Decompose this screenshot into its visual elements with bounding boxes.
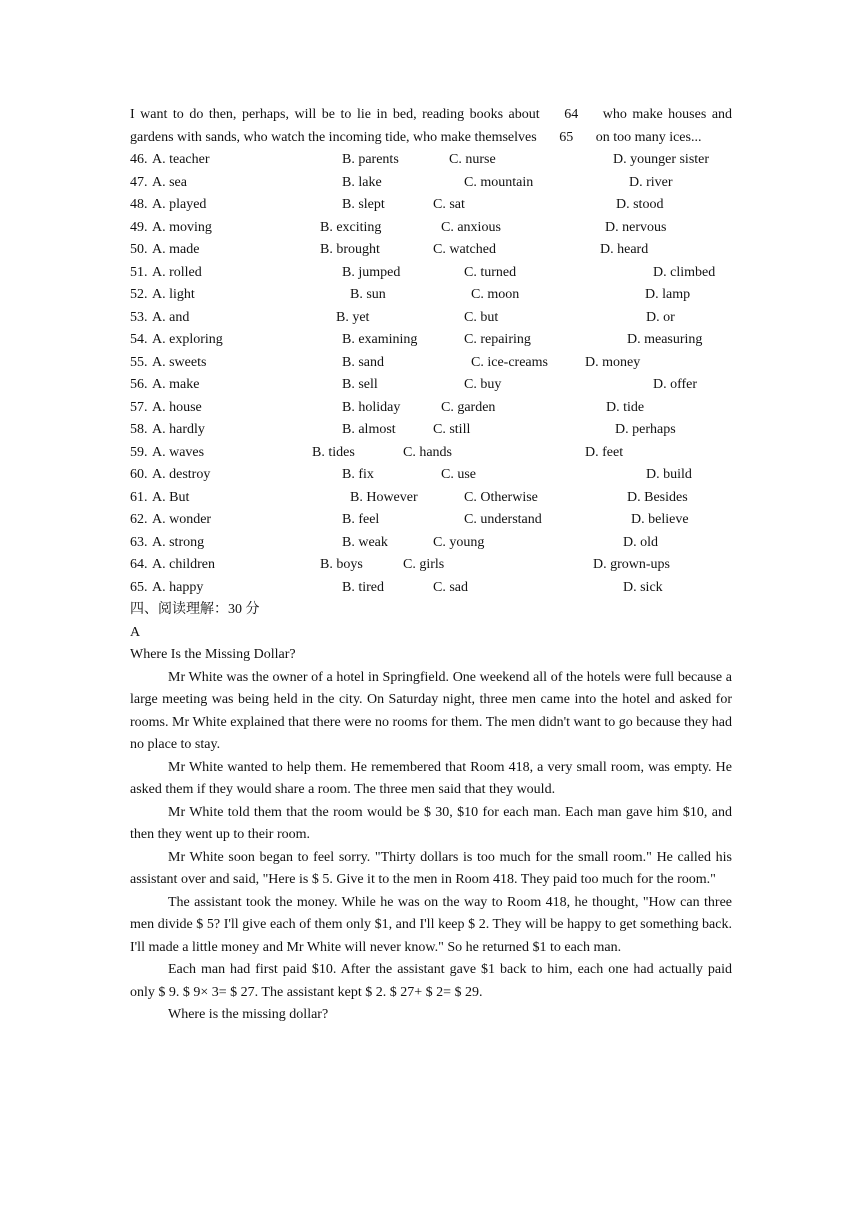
option-b: B. feel (342, 512, 380, 527)
question-number: 56. (130, 377, 148, 392)
option-c: C. Otherwise (464, 489, 538, 505)
question-number: 64. (130, 557, 148, 572)
question-number: 46. (130, 152, 148, 167)
option-a: A. rolled (152, 264, 202, 280)
option-row-53 (130, 307, 732, 330)
option-d: D. river (629, 174, 673, 190)
option-a: A. make (152, 377, 200, 392)
option-a: A. waves (152, 444, 205, 460)
option-d: D. grown-ups (593, 557, 670, 572)
option-c: C. anxious (441, 219, 501, 235)
option-row-65 (130, 577, 732, 600)
options-list (130, 149, 732, 599)
option-a: A. light (152, 287, 195, 302)
option-a: A. sea (152, 174, 187, 190)
option-a: A. destroy (152, 467, 211, 482)
question-number: 51. (130, 264, 148, 280)
passage-paragraph: Each man had first paid $10. After the assistant gave $1 back to him, each one had actually paid only $ 9. $ 9× 3= $ 27. The assistant kept $ 2. $ 27+ $ 2= $ 29. (130, 962, 732, 1000)
option-a: A. happy (152, 579, 204, 595)
question-number: 49. (130, 219, 148, 235)
question-number: 65. (130, 579, 148, 595)
option-d: D. build (646, 467, 692, 482)
option-a: A. wonder (152, 512, 212, 527)
option-row-63 (130, 532, 732, 555)
option-a: A. sweets (152, 354, 207, 370)
section-heading: 四、阅读理解：30 分 (130, 602, 260, 617)
option-c: C. nurse (449, 152, 496, 167)
option-d: D. lamp (645, 287, 691, 302)
option-d: D. stood (616, 197, 664, 212)
option-b: B. parents (342, 152, 399, 167)
option-b: B. holiday (342, 399, 401, 415)
option-a: A. and (152, 309, 190, 325)
option-row-60 (130, 464, 732, 487)
option-row-51 (130, 262, 732, 285)
option-c: C. young (433, 534, 485, 550)
option-b: B. sell (342, 377, 378, 392)
option-c: C. mountain (464, 174, 534, 190)
option-b: B. tired (342, 579, 384, 595)
question-number: 57. (130, 399, 148, 415)
option-d: D. perhaps (615, 422, 676, 437)
option-row-48 (130, 194, 732, 217)
option-c: C. ice-creams (471, 354, 548, 370)
option-a: A. teacher (152, 152, 210, 167)
option-d: D. believe (631, 512, 689, 527)
option-b: B. examining (342, 332, 418, 347)
option-d: D. or (646, 309, 675, 325)
option-c: C. sat (433, 197, 465, 212)
passage-paragraph: Mr White soon began to feel sorry. "Thirty dollars is too much for the small room." He called his assistant over and said, "Here is $ 5. Give it to the men in Room 418. They paid too much for the room." (130, 849, 732, 887)
option-b: B. jumped (342, 264, 401, 280)
option-d: D. younger sister (613, 152, 710, 167)
passage-label: A (130, 624, 141, 640)
option-b: B. sun (350, 287, 386, 302)
blank-65: 65 (559, 129, 574, 145)
intro-text-2b: on too (595, 129, 632, 145)
cloze-intro (130, 104, 732, 149)
option-b: B. slept (342, 197, 385, 212)
question-number: 50. (130, 242, 148, 257)
option-d: D. nervous (605, 219, 667, 235)
option-a: A. house (152, 399, 202, 415)
question-number: 59. (130, 444, 148, 460)
option-a: A. played (152, 197, 207, 212)
option-c: C. repairing (464, 332, 531, 347)
option-a: A. exploring (152, 332, 223, 347)
blank-64: 64 (564, 107, 579, 122)
intro-text-3: many ices... (634, 129, 702, 145)
option-row-47 (130, 172, 732, 195)
option-c: C. hands (403, 444, 452, 460)
option-a: A. made (152, 242, 200, 257)
option-d: D. old (623, 534, 658, 550)
option-c: C. girls (403, 557, 445, 572)
option-b: B. almost (342, 422, 396, 437)
option-b: B. fix (342, 467, 374, 482)
option-d: D. sick (623, 579, 663, 595)
option-a: A. moving (152, 219, 212, 235)
question-number: 47. (130, 174, 148, 190)
option-b: B. weak (342, 534, 388, 550)
passage-paragraph: The assistant took the money. While he was on the way to Room 418, he thought, "How can three men divide $ 5? I'll give each of them only $1, and I'll keep $ 2. They will be happy to get something back. I'll made a little money and Mr White will never know." So he returned $1 to each man. (130, 894, 732, 955)
intro-text-1b: who make houses (602, 107, 707, 122)
option-row-49 (130, 217, 732, 240)
passage-paragraph: Mr White was the owner of a hotel in Springfield. One weekend all of the hotels were full because a large meeting was being held in the city. On Saturday night, three men came into the hotel and asked for rooms. Mr White explained that there were no rooms for them. The men didn't want to go because they had no place to stay. (130, 669, 732, 752)
option-c: C. turned (464, 264, 517, 280)
option-c: C. use (441, 467, 476, 482)
question-number: 61. (130, 489, 148, 505)
question-number: 55. (130, 354, 148, 370)
option-a: A. strong (152, 534, 205, 550)
option-b: B. brought (320, 242, 380, 257)
option-c: C. buy (464, 377, 502, 392)
option-d: D. heard (600, 242, 649, 257)
option-d: D. feet (585, 444, 624, 460)
option-d: D. money (585, 354, 641, 370)
option-row-56 (130, 374, 732, 397)
option-d: D. Besides (627, 489, 688, 505)
option-c: C. still (433, 422, 471, 437)
intro-text-1a: I want to do then, perhaps, will be to lie in bed, reading books about (130, 107, 540, 122)
passage-paragraph: Mr White told them that the room would be $ 30, $10 for each man. Each man gave him $10, and then they went up to their room. (130, 804, 732, 842)
option-row-54 (130, 329, 732, 352)
option-d: D. measuring (627, 332, 703, 347)
option-b: B. However (350, 489, 418, 505)
option-b: B. tides (312, 444, 355, 460)
option-d: D. climbed (653, 264, 716, 280)
option-c: C. understand (464, 512, 542, 527)
option-row-46 (130, 149, 732, 172)
option-row-61 (130, 487, 732, 510)
option-row-55 (130, 352, 732, 375)
question-number: 60. (130, 467, 148, 482)
question-number: 62. (130, 512, 148, 527)
question-number: 63. (130, 534, 148, 550)
option-d: D. tide (606, 399, 645, 415)
question-number: 53. (130, 309, 148, 325)
option-row-59 (130, 442, 732, 465)
option-row-50 (130, 239, 732, 262)
option-c: C. moon (471, 287, 520, 302)
option-row-57 (130, 397, 732, 420)
option-a: A. children (152, 557, 215, 572)
option-d: D. offer (653, 377, 698, 392)
passage-title: Where Is the Missing Dollar? (130, 647, 296, 662)
option-row-52 (130, 284, 732, 307)
passage-paragraph: Mr White wanted to help them. He remembered that Room 418, a very small room, was empty. He asked them if they would share a room. The three men said that they would. (130, 759, 732, 797)
option-b: B. sand (342, 354, 384, 370)
question-number: 58. (130, 422, 148, 437)
option-a: A. hardly (152, 422, 205, 437)
option-c: C. sad (433, 579, 468, 595)
question-number: 54. (130, 332, 148, 347)
option-c: C. garden (441, 399, 496, 415)
intro-text-2a: and gardens with sands, who watch the incoming tide, who make themselves (130, 107, 733, 145)
document-page (130, 104, 732, 1027)
option-c: C. but (464, 309, 499, 325)
option-c: C. watched (433, 242, 496, 257)
question-number: 48. (130, 197, 148, 212)
option-row-58 (130, 419, 732, 442)
option-b: B. exciting (320, 219, 382, 235)
option-b: B. yet (336, 309, 370, 325)
option-b: B. lake (342, 174, 382, 190)
option-b: B. boys (320, 557, 363, 572)
passage-question: Where is the missing dollar? (168, 1007, 329, 1022)
option-row-64 (130, 554, 732, 577)
option-a: A. But (152, 489, 190, 505)
question-number: 52. (130, 287, 148, 302)
option-row-62 (130, 509, 732, 532)
